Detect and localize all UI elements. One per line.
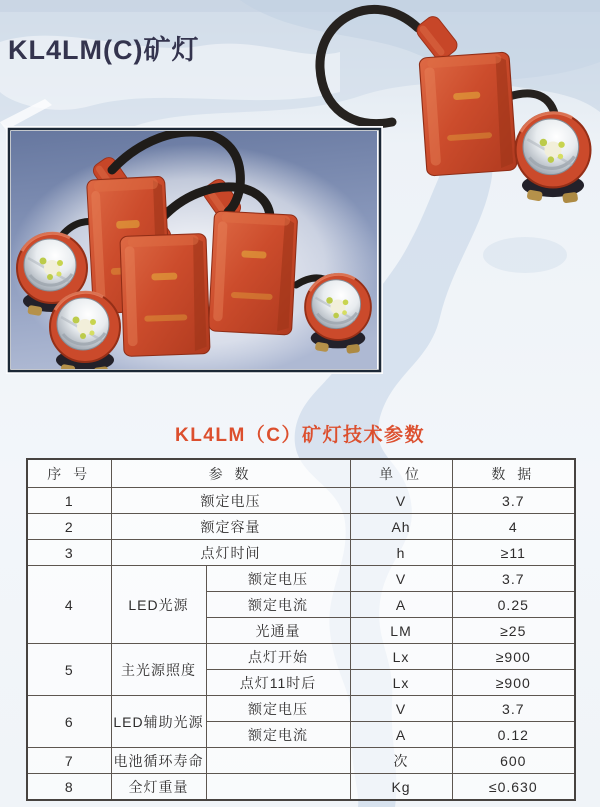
- cell-value: 0.25: [452, 592, 575, 618]
- cell-subparam: [206, 748, 350, 774]
- cell-subparam: 光通量: [206, 618, 350, 644]
- col-header-unit: 单 位: [350, 459, 452, 488]
- cell-param-group: 全灯重量: [111, 774, 206, 801]
- cell-subparam: 额定电流: [206, 592, 350, 618]
- table-row: [27, 774, 575, 801]
- table-title: KL4LM（C）矿灯技术参数: [174, 425, 426, 446]
- cell-unit: 次: [350, 748, 452, 774]
- table-row: [27, 696, 575, 722]
- cell-value: 600: [452, 748, 575, 774]
- cell-no: 2: [27, 514, 111, 540]
- cell-subparam: 额定电流: [206, 722, 350, 748]
- table-row: [27, 644, 575, 670]
- cell-param: 额定电压: [111, 488, 350, 514]
- table-row: [27, 566, 575, 592]
- table-header-row: [27, 459, 575, 488]
- cell-subparam: 额定电压: [206, 696, 350, 722]
- cell-subparam: 点灯开始: [206, 644, 350, 670]
- cell-no: 8: [27, 774, 111, 801]
- cell-value: ≥11: [452, 540, 575, 566]
- cell-param-group: LED光源: [111, 566, 206, 644]
- cell-value: 3.7: [452, 566, 575, 592]
- cell-value: ≥25: [452, 618, 575, 644]
- cell-value: ≥900: [452, 670, 575, 696]
- cell-unit: A: [350, 722, 452, 748]
- table-row: [27, 488, 575, 514]
- cell-unit: A: [350, 592, 452, 618]
- cell-unit: V: [350, 566, 452, 592]
- cell-no: 3: [27, 540, 111, 566]
- table-row: [27, 514, 575, 540]
- cell-unit: Lx: [350, 670, 452, 696]
- cell-value: ≥900: [452, 644, 575, 670]
- cell-value: 3.7: [452, 696, 575, 722]
- miner-lamp-photo-group: [6, 126, 383, 380]
- cell-value: ≤0.630: [452, 774, 575, 801]
- cell-unit: V: [350, 488, 452, 514]
- table-row: [27, 540, 575, 566]
- cell-value: 0.12: [452, 722, 575, 748]
- spec-table: [26, 458, 576, 801]
- cell-param-group: LED辅助光源: [111, 696, 206, 748]
- table-row: [27, 748, 575, 774]
- cell-no: 5: [27, 644, 111, 696]
- col-header-data: 数 据: [452, 459, 575, 488]
- cell-no: 7: [27, 748, 111, 774]
- cell-subparam: 点灯11时后: [206, 670, 350, 696]
- cell-subparam: 额定电压: [206, 566, 350, 592]
- cell-unit: h: [350, 540, 452, 566]
- cell-unit: Lx: [350, 644, 452, 670]
- cell-param: 额定容量: [111, 514, 350, 540]
- col-header-param: 参 数: [111, 459, 350, 488]
- cell-no: 6: [27, 696, 111, 748]
- cell-no: 4: [27, 566, 111, 644]
- cell-param: 点灯时间: [111, 540, 350, 566]
- cell-unit: Ah: [350, 514, 452, 540]
- cell-subparam: [206, 774, 350, 801]
- cell-value: 4: [452, 514, 575, 540]
- cell-no: 1: [27, 488, 111, 514]
- cell-unit: V: [350, 696, 452, 722]
- cell-unit: Kg: [350, 774, 452, 801]
- page-title: KL4LM(C)矿灯: [8, 35, 200, 65]
- col-header-no: 序 号: [27, 459, 111, 488]
- cell-param-group: 主光源照度: [111, 644, 206, 696]
- cell-unit: LM: [350, 618, 452, 644]
- cell-param-group: 电池循环寿命: [111, 748, 206, 774]
- cell-value: 3.7: [452, 488, 575, 514]
